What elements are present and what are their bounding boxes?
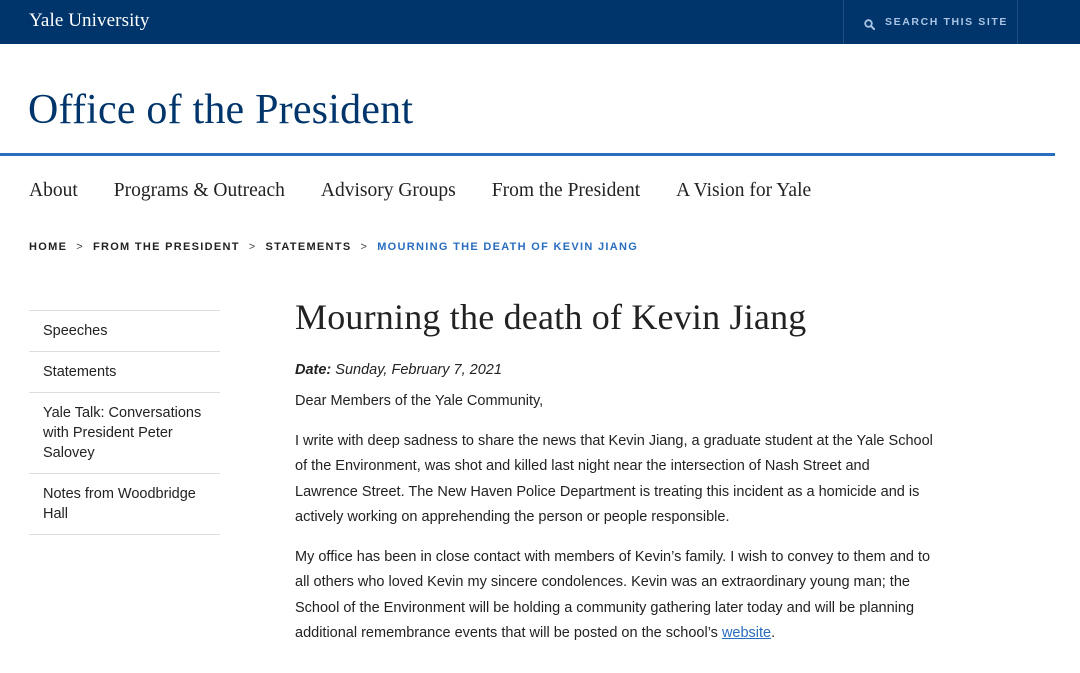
nav-item-advisory-groups[interactable]: Advisory Groups [320,180,456,201]
nav-item-from-the-president[interactable]: From the President [491,180,641,201]
article-date [295,362,935,378]
search-button[interactable] [843,0,1018,44]
sidebar-item-speeches[interactable]: Speeches [29,311,220,352]
nav-item-programs-outreach[interactable]: Programs & Outreach [113,180,285,201]
sidebar-item-statements[interactable]: Statements [29,352,220,393]
nav-item-about[interactable]: About [29,180,78,201]
breadcrumb-statements[interactable]: STATEMENTS [265,241,352,253]
breadcrumb [29,241,638,253]
sidebar-item-yale-talk[interactable]: Yale Talk: Conversations with President Peter Salovey [29,393,220,474]
title-divider [0,153,1055,156]
website-link[interactable]: website [721,625,772,641]
breadcrumb-current-page: MOURNING THE DEATH OF KEVIN JIANG [377,241,639,253]
breadcrumb-from-the-president[interactable]: FROM THE PRESIDENT [92,241,240,253]
date-label: Date: [295,362,332,378]
breadcrumb-separator: > [76,241,84,253]
paragraph-end: . [771,625,776,641]
sidebar-item-notes-woodbridge-hall[interactable]: Notes from Woodbridge Hall [29,474,220,535]
article-paragraph: I write with deep sadness to share the news that Kevin Jiang, a graduate student at the Yale School of the Environment, was shot and killed last night near the intersection of Nash Street and Lawrence Street. The New Haven Police Department is treating this incident as a homicide and is actively working on apprehending the person or people responsible. [295,432,933,525]
top-bar [0,0,1080,44]
salutation: Dear Members of the Yale Community, [295,393,544,409]
breadcrumb-separator: > [360,241,369,253]
article [295,296,935,647]
article-paragraph [295,545,935,647]
article-title: Mourning the death of Kevin Jiang [295,297,807,337]
search-icon [864,17,875,28]
date-value: Sunday, February 7, 2021 [335,362,502,378]
nav-item-vision-for-yale[interactable]: A Vision for Yale [676,180,812,201]
yale-university-logo[interactable]: Yale University [29,10,150,31]
breadcrumb-separator: > [248,241,257,253]
search-label: SEARCH THIS SITE [885,16,1009,28]
site-title[interactable]: Office of the President [28,87,414,133]
sidebar-nav [29,310,220,535]
main-nav [29,180,847,202]
paragraph-text: My office has been in close contact with members of Kevin’s family. I wish to convey to them and to all others who loved Kevin my sincere condolences. Kevin was an extraordinary young man; the School of the Environment will be holding a community gathering later today and will be planning additional remembrance events that will be posted on the school’s [295,548,931,641]
breadcrumb-home[interactable]: HOME [29,241,68,253]
